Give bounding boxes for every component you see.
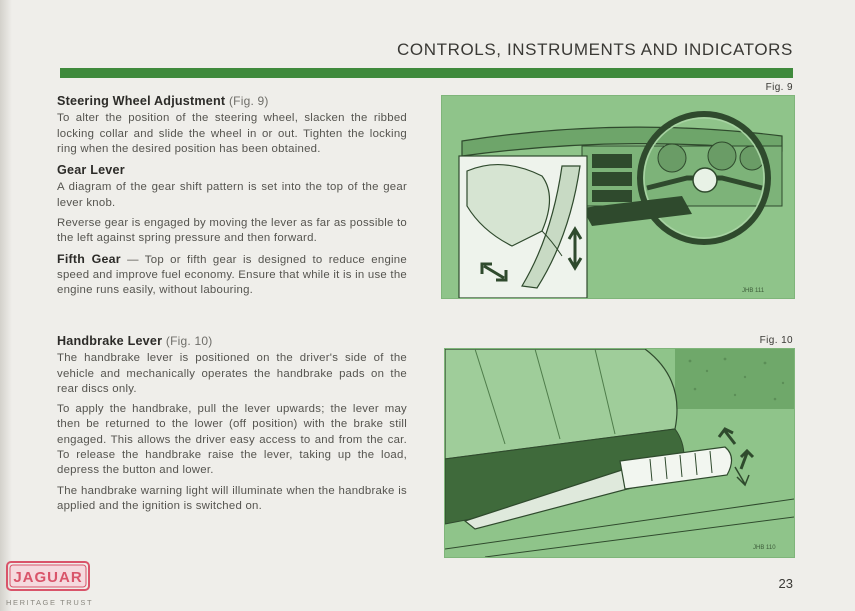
handbrake-paragraph-2: To apply the handbrake, pull the lever upwards; the lever may then be returned to the lower (off position) with the brake still engaged. This allows the driver easy access to and from the car. To release the handbrake raise the lever, taking up the load, depress the button and lower. xyxy=(57,403,407,477)
fig9-steering-illustration xyxy=(441,95,795,299)
fig9-code: JHB 111 xyxy=(742,288,765,294)
handbrake-heading-text: Handbrake Lever xyxy=(57,334,163,348)
steering-body: To alter the position of the steering wheel, slacken the ribbed locking collar and slide the wheel in or out. Tighten the locking ring when the desired position has been obtained. xyxy=(57,112,407,155)
fig10-drawing xyxy=(445,349,794,557)
fifth-gear-body: — Top or fifth gear is designed to reduce engine speed and improve fuel economy. Ensure that while it is in use the engine runs easily, without labouring. xyxy=(57,253,407,297)
fig9-label: Fig. 9 xyxy=(765,82,793,93)
page-header-title: CONTROLS, INSTRUMENTS AND INDICATORS xyxy=(397,40,793,59)
logo-subtext: HERITAGE TRUST xyxy=(6,598,94,607)
handbrake-heading xyxy=(57,334,407,349)
gear-lever-paragraph-1: A diagram of the gear shift pattern is set into the top of the gear lever knob. xyxy=(57,181,407,209)
fig10-handbrake-illustration xyxy=(444,348,795,558)
steering-heading-text: Steering Wheel Adjustment xyxy=(57,94,226,108)
handbrake-paragraph-1: The handbrake lever is positioned on the driver's side of the vehicle and mechanically operates the handbrake pads on the rear discs only. xyxy=(57,352,407,395)
fig10-label: Fig. 10 xyxy=(759,335,793,346)
handbrake-fig-ref: (Fig. 10) xyxy=(165,334,213,348)
page-gutter-shadow xyxy=(0,0,12,611)
steering-fig-ref: (Fig. 9) xyxy=(228,94,269,108)
handbrake-paragraph-3: The handbrake warning light will illuminate when the handbrake is applied and the ignition is switched on. xyxy=(57,484,407,512)
fig9-drawing xyxy=(442,96,794,298)
handbrake-column xyxy=(57,334,407,519)
fifth-gear-lead: Fifth Gear xyxy=(57,251,121,266)
page-number: 23 xyxy=(778,576,793,591)
gear-lever-paragraph-2: Reverse gear is engaged by moving the lever as far as possible to the left against spring pressure and then forward. xyxy=(57,217,407,245)
header-green-bar xyxy=(60,68,793,78)
fifth-gear-paragraph xyxy=(57,252,407,299)
logo-text: JAGUAR xyxy=(13,569,83,586)
jaguar-logo xyxy=(6,561,90,591)
gear-lever-heading: Gear Lever xyxy=(57,163,125,178)
fig10-code: JHB 110 xyxy=(753,545,776,551)
steering-gear-column xyxy=(57,94,407,304)
steering-heading xyxy=(57,94,407,109)
